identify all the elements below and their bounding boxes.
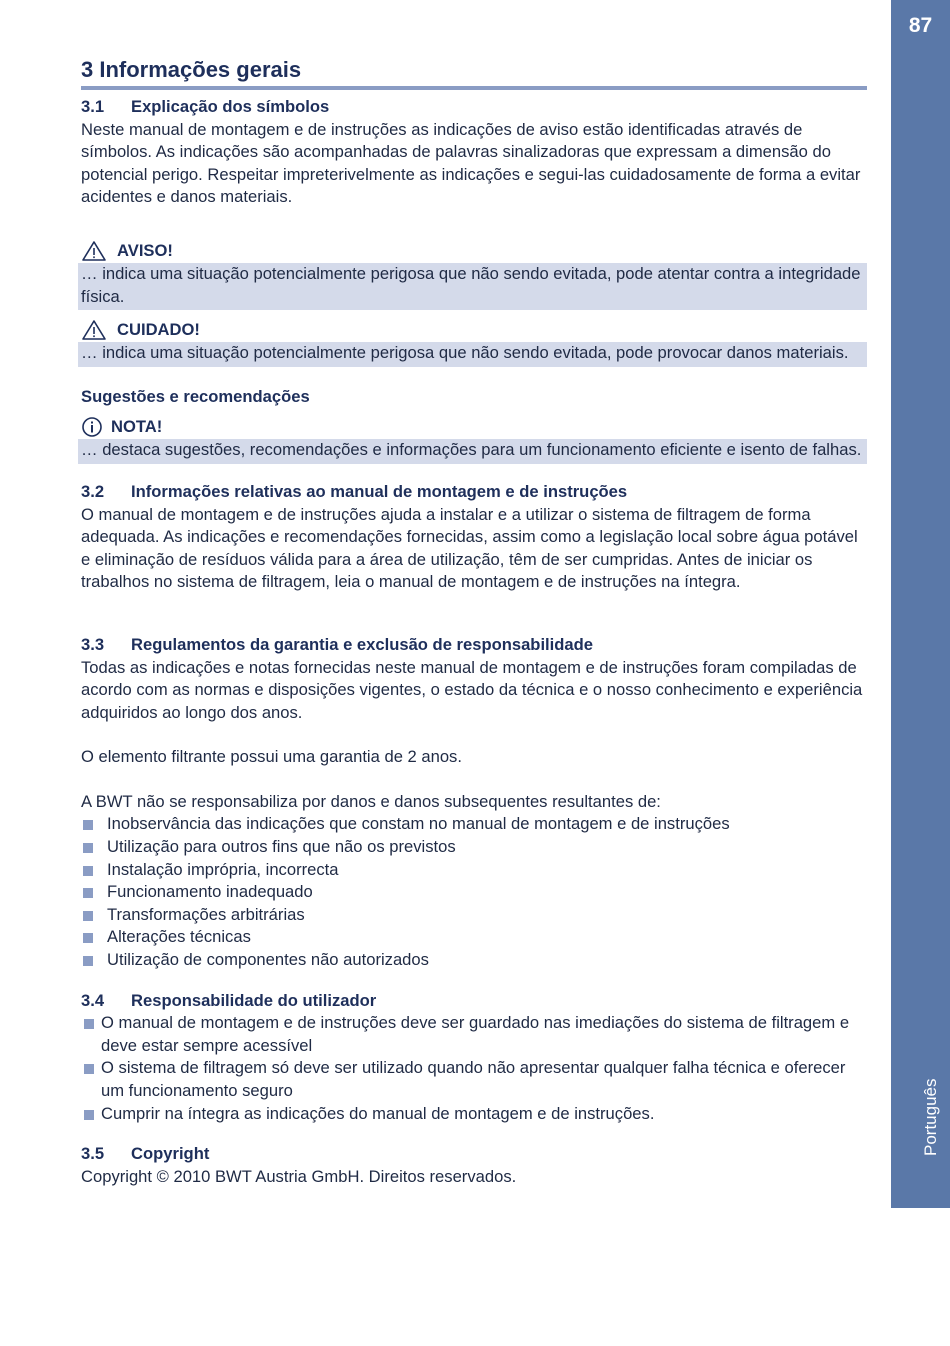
section-number: 3.2 (81, 481, 105, 501)
info-icon (81, 416, 103, 438)
list-item: Utilização de componentes não autorizados (81, 949, 867, 972)
main-content (81, 56, 867, 1188)
note-box (78, 439, 867, 464)
copyright-text: Copyright © 2010 BWT Austria GmbH. Direitos reservados. (81, 1166, 517, 1186)
warning-label: AVISO! (117, 240, 173, 260)
chapter-title: 3 Informações gerais (81, 56, 867, 90)
note-label: NOTA! (111, 417, 163, 437)
list-item: Funcionamento inadequado (81, 881, 867, 904)
section-title: Informações relativas ao manual de montagem e de instruções (131, 481, 628, 501)
warning-box (78, 263, 867, 310)
caution-text: … indica uma situação potencialmente perigosa que não sendo evitada, pode provocar danos materiais. (81, 343, 849, 363)
page-number: 87 (908, 14, 933, 37)
warning-text: … indica uma situação potencialmente perigosa que não sendo evitada, pode atentar contra a integridade física. (81, 263, 861, 306)
user-responsibility-list (81, 1012, 867, 1125)
list-item: Transformações arbitrárias (81, 904, 867, 927)
section-text: O manual de montagem e de instruções ajuda a instalar e a utilizar o sistema de filtragem de forma adequada. As indicações e recomendações fornecidas, assim como a legislação local sobre água potável e eliminação de resíduos válida para a área de utilização, têm de ser cumpridas. Antes de iniciar os trabalhos no sistema de filtragem, leia o manual de montagem e de instruções na íntegra. (81, 504, 858, 592)
list-item: Instalação imprópria, incorrecta (81, 859, 867, 882)
section-heading-3-2 (81, 481, 867, 504)
caution-box (78, 342, 867, 367)
language-label: Português (921, 1078, 940, 1156)
section-heading-3-1 (81, 96, 867, 119)
warning-icon (81, 240, 107, 262)
section-heading-3-5 (81, 1143, 867, 1166)
section-number: 3.3 (81, 634, 105, 654)
caution-heading (81, 318, 867, 342)
liability-list (81, 813, 867, 971)
note-heading (81, 415, 867, 439)
section-number: 3.5 (81, 1144, 105, 1164)
sidebar-tab (891, 0, 950, 1208)
section-heading-3-4 (81, 990, 867, 1013)
list-item: O manual de montagem e de instruções deve ser guardado nas imediações do sistema de filtragem e deve estar sempre acessível (81, 1012, 867, 1057)
warranty-text: O elemento filtrante possui uma garantia de 2 anos. (81, 747, 462, 767)
note-text: … destaca sugestões, recomendações e informações para um funcionamento eficiente e isento de falhas. (81, 440, 862, 460)
section-text: Todas as indicações e notas fornecidas neste manual de montagem e de instruções foram compiladas de acordo com as normas e disposições vigentes, o estado da técnica e o nosso conhecimento e experiência adquiridos ao longo dos anos. (81, 657, 863, 722)
section-title: Explicação dos símbolos (131, 97, 330, 116)
list-item: Cumprir na íntegra as indicações do manual de montagem e de instruções. (81, 1103, 867, 1126)
section-title: Copyright (131, 1144, 210, 1164)
list-item: Utilização para outros fins que não os previstos (81, 836, 867, 859)
section-title: Responsabilidade do utilizador (131, 990, 377, 1010)
caution-label: CUIDADO! (117, 319, 200, 339)
tips-heading: Sugestões e recomendações (81, 386, 310, 406)
section-text: Neste manual de montagem e de instruções as indicações de aviso estão identificadas através de símbolos. As indicações são acompanhadas de palavras sinalizadoras que expressam a dimensão do potencial perigo. Respeitar impreterivelmente as indicações e segui-las cuidadosamente de forma a evitar acidentes e danos materiais. (81, 119, 861, 207)
section-number: 3.4 (81, 990, 105, 1010)
section-title: Regulamentos da garantia e exclusão de responsabilidade (131, 634, 594, 654)
list-item: Alterações técnicas (81, 926, 867, 949)
section-number: 3.1 (81, 97, 105, 116)
caution-icon (81, 319, 107, 341)
list-item: Inobservância das indicações que constam no manual de montagem e de instruções (81, 813, 867, 836)
liability-intro: A BWT não se responsabiliza por danos e danos subsequentes resultantes de: (81, 791, 661, 811)
warning-heading (81, 239, 867, 263)
list-item: O sistema de filtragem só deve ser utilizado quando não apresentar qualquer falha técnica e oferecer um funcionamento seguro (81, 1057, 867, 1102)
section-heading-3-3 (81, 634, 867, 657)
